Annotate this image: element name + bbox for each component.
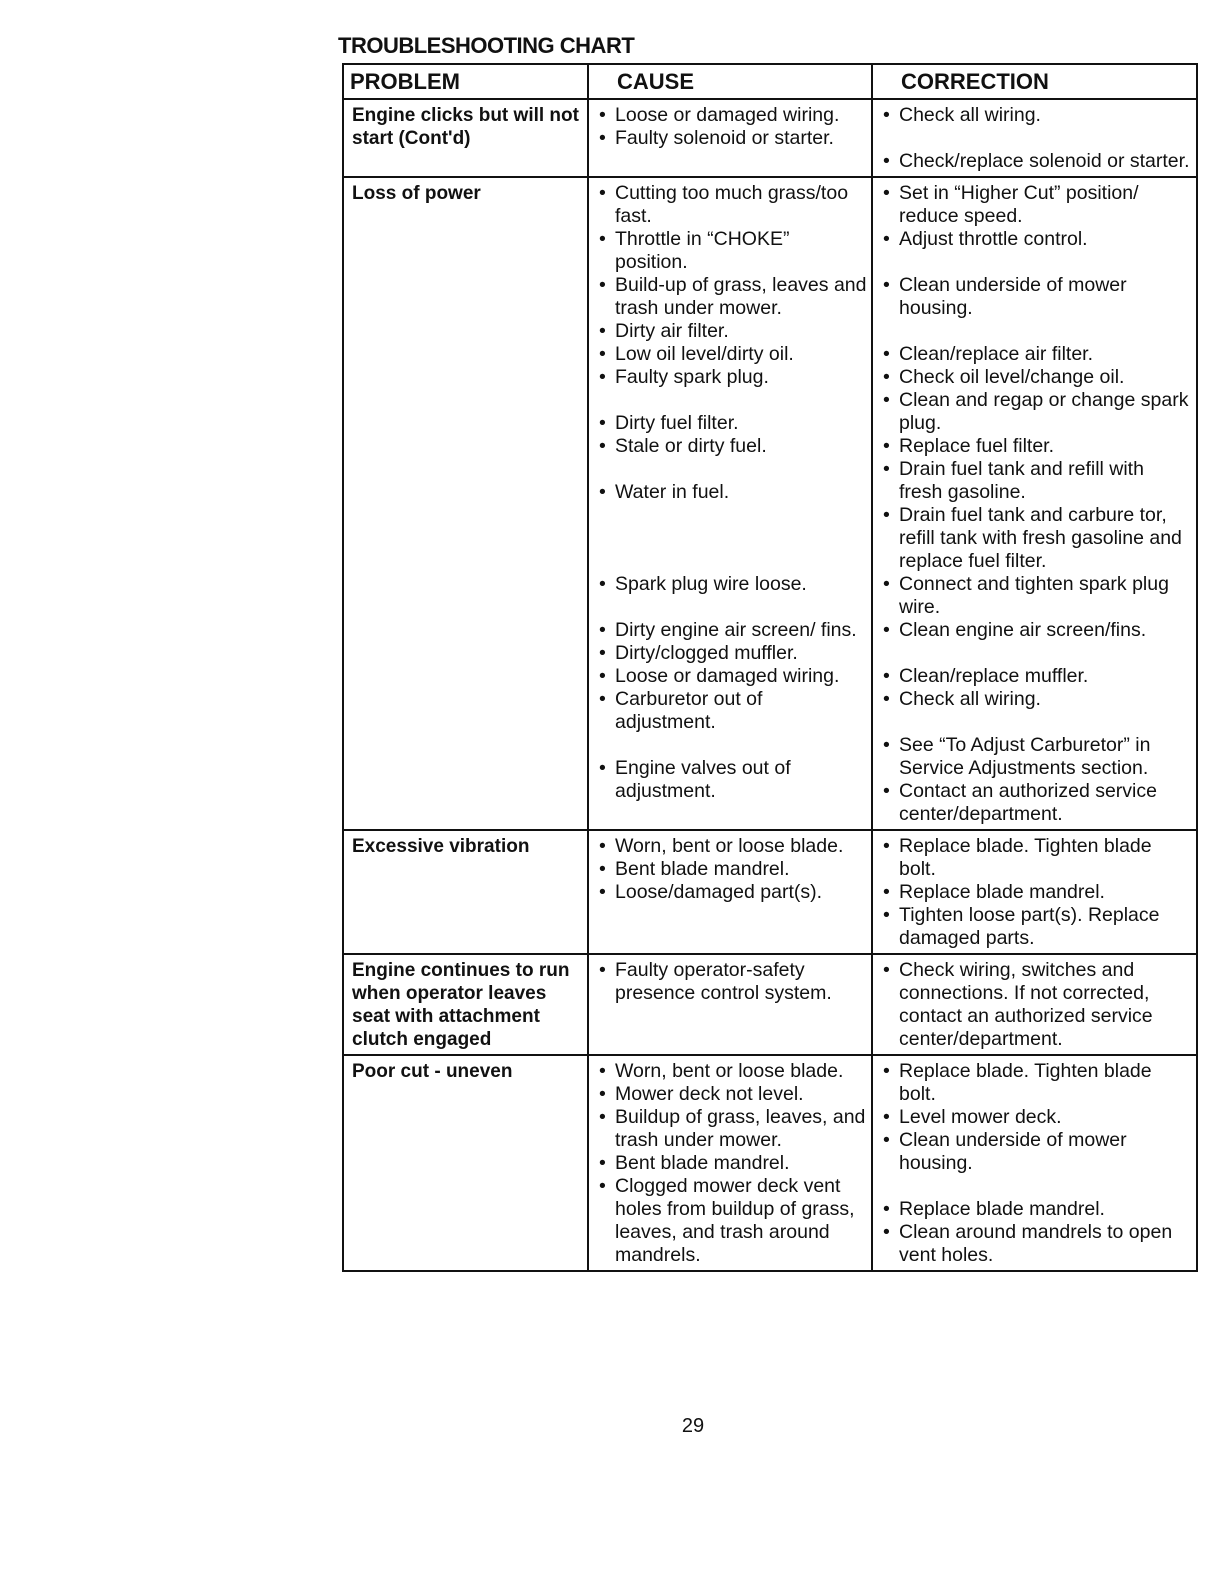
cause-item: • Clogged mower deck vent holes from buildup of grass, leaves, and trash around mandrels. [597, 1175, 867, 1267]
correction-item: • Tighten loose part(s). Replace damaged parts. [881, 904, 1192, 950]
problem-label: Loss of power [352, 183, 481, 204]
cause-item: • Worn, bent or loose blade. [597, 835, 867, 858]
cause-item: • Dirty fuel filter. [597, 412, 867, 435]
cause-item: • Faulty operator-safety presence control system. [597, 959, 867, 1005]
correction-item: • See “To Adjust Carburetor” in Service Adjustments section. [881, 734, 1192, 780]
cause-item: • Worn, bent or loose blade. [597, 1060, 867, 1083]
header-problem: PROBLEM [343, 64, 588, 99]
problem-cell [343, 954, 588, 1055]
cause-cell [588, 1055, 872, 1271]
cause-item: • Loose/damaged part(s). [597, 881, 867, 904]
correction-item: • Clean engine air screen/fins. [881, 619, 1192, 642]
correction-item: • Clean/replace muffler. [881, 665, 1192, 688]
correction-item: • Check all wiring. [881, 104, 1192, 127]
table-row [343, 99, 1197, 177]
cause-item: • Mower deck not level. [597, 1083, 867, 1106]
cause-item: • Cutting too much grass/too fast. [597, 182, 867, 228]
correction-cell [872, 99, 1197, 177]
problem-label: Engine continues to run when operator leaves seat with attachment clutch engaged [352, 960, 570, 1050]
correction-item: • Clean around mandrels to open vent holes. [881, 1221, 1192, 1267]
problem-cell [343, 1055, 588, 1271]
correction-item: • Check/replace solenoid or starter. [881, 150, 1192, 173]
correction-item: • Replace blade. Tighten blade bolt. [881, 1060, 1192, 1106]
correction-item: • Connect and tighten spark plug wire. [881, 573, 1192, 619]
cause-item: • Loose or damaged wiring. [597, 665, 867, 688]
cause-item: • Throttle in “CHOKE” position. [597, 228, 867, 274]
correction-item: • Contact an authorized service center/department. [881, 780, 1192, 826]
correction-cell [872, 830, 1197, 954]
correction-item: • Clean underside of mower housing. [881, 1129, 1192, 1175]
correction-cell [872, 1055, 1197, 1271]
correction-item: • Replace blade. Tighten blade bolt. [881, 835, 1192, 881]
correction-item: • Clean underside of mower housing. [881, 274, 1192, 320]
cause-item: • Low oil level/dirty oil. [597, 343, 867, 366]
table-row [343, 954, 1197, 1055]
cause-item: • Bent blade mandrel. [597, 1152, 867, 1175]
cause-item: • Spark plug wire loose. [597, 573, 867, 596]
table-row [343, 177, 1197, 830]
chart-title: TROUBLESHOOTING CHART [338, 33, 635, 58]
cause-cell [588, 177, 872, 830]
troubleshooting-table [342, 63, 1198, 1272]
problem-label: Excessive vibration [352, 836, 530, 857]
problem-label: Poor cut - uneven [352, 1061, 513, 1082]
page-number: 29 [681, 1415, 705, 1437]
cause-item: • Faulty solenoid or starter. [597, 127, 867, 150]
correction-item: • Level mower deck. [881, 1106, 1192, 1129]
cause-item: • Water in fuel. [597, 481, 867, 504]
correction-item: • Replace fuel filter. [881, 435, 1192, 458]
correction-cell [872, 954, 1197, 1055]
cause-cell [588, 99, 872, 177]
cause-item: • Build-up of grass, leaves and trash under mower. [597, 274, 867, 320]
cause-item: • Stale or dirty fuel. [597, 435, 867, 458]
cause-item: • Loose or damaged wiring. [597, 104, 867, 127]
correction-item: • Check wiring, switches and connections. If not corrected, contact an authorized service center/department. [881, 959, 1192, 1051]
header-cause: CAUSE [588, 64, 872, 99]
problem-label: Engine clicks but will not start (Cont'd) [352, 105, 579, 149]
correction-item: • Replace blade mandrel. [881, 881, 1192, 904]
cause-cell [588, 830, 872, 954]
header-correction: CORRECTION [872, 64, 1197, 99]
cause-item: • Bent blade mandrel. [597, 858, 867, 881]
cause-item: • Faulty spark plug. [597, 366, 867, 389]
table-row [343, 830, 1197, 954]
cause-item: • Engine valves out of adjustment. [597, 757, 867, 803]
cause-item: • Buildup of grass, leaves, and trash under mower. [597, 1106, 867, 1152]
cause-item: • Dirty/clogged muffler. [597, 642, 867, 665]
correction-item: • Set in “Higher Cut” position/ reduce speed. [881, 182, 1192, 228]
cause-item: • Dirty engine air screen/ fins. [597, 619, 867, 642]
cause-item: • Dirty air filter. [597, 320, 867, 343]
table-row [343, 1055, 1197, 1271]
correction-item: • Clean and regap or change spark plug. [881, 389, 1192, 435]
correction-item: • Drain fuel tank and carbure tor, refill tank with fresh gasoline and replace fuel filter. [881, 504, 1192, 573]
correction-item: • Check oil level/change oil. [881, 366, 1192, 389]
correction-item: • Clean/replace air filter. [881, 343, 1192, 366]
cause-cell [588, 954, 872, 1055]
cause-item: • Carburetor out of adjustment. [597, 688, 867, 734]
problem-cell [343, 830, 588, 954]
correction-item: • Replace blade mandrel. [881, 1198, 1192, 1221]
problem-cell [343, 177, 588, 830]
correction-cell [872, 177, 1197, 830]
correction-item: • Adjust throttle control. [881, 228, 1192, 251]
table-header-row [343, 64, 1197, 99]
correction-item: • Drain fuel tank and refill with fresh gasoline. [881, 458, 1192, 504]
problem-cell [343, 99, 588, 177]
correction-item: • Check all wiring. [881, 688, 1192, 711]
